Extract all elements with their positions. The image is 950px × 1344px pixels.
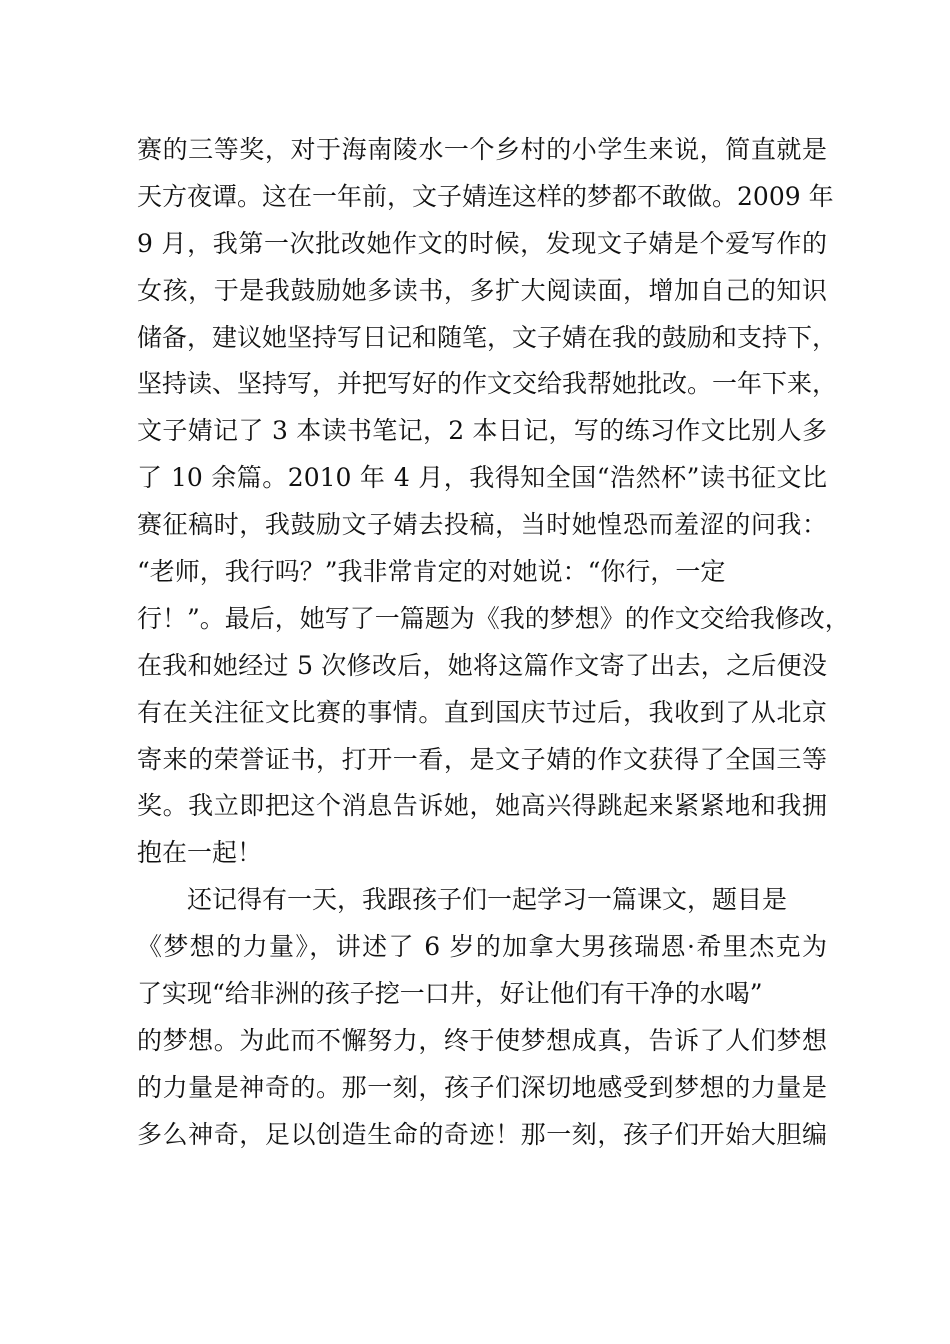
- text-line: 了实现“给非洲的孩子挖一口井，好让他们有干净的水喝”: [137, 979, 763, 1009]
- text-line: 多么神奇，足以创造生命的奇迹！那一刻，孩子们开始大胆编: [137, 1119, 827, 1149]
- text-line: 赛的三等奖，对于海南陵水一个乡村的小学生来说，简直就是: [137, 135, 827, 164]
- text-line: 的力量是神奇的。那一刻，孩子们深切地感受到梦想的力量是: [137, 1072, 827, 1102]
- text-line: 奖。我立即把这个消息告诉她，她高兴得跳起来紧紧地和我拥: [137, 791, 827, 821]
- text-line: 《梦想的力量》，讲述了 6 岁的加拿大男孩瑞恩·希里杰克为: [137, 932, 827, 962]
- text-line: 坚持读、坚持写，并把写好的作文交给我帮她批改。一年下来，: [137, 369, 838, 399]
- paragraph-start-line: 还记得有一天，我跟孩子们一起学习一篇课文，题目是: [187, 885, 788, 915]
- text-line: 抱在一起！: [137, 838, 263, 868]
- text-line: 天方夜谭。这在一年前，文子婧连这样的梦都不敢做。2009 年: [137, 181, 834, 211]
- text-line: “老师，我行吗？”我非常肯定的对她说：“你行，一定: [137, 557, 726, 587]
- text-line: 赛征稿时，我鼓励文子婧去投稿，当时她惶恐而羞涩的问我：: [137, 510, 827, 540]
- text-line: 女孩，于是我鼓励她多读书，多扩大阅读面，增加自己的知识: [137, 275, 827, 305]
- text-line: 行！”。最后，她写了一篇题为《我的梦想》的作文交给我修改，: [137, 603, 850, 633]
- body-text: [137, 127, 850, 1159]
- text-line: 了 10 余篇。2010 年 4 月，我得知全国“浩然杯”读书征文比: [137, 463, 827, 493]
- text-line: 文子婧记了 3 本读书笔记，2 本日记，写的练习作文比别人多: [137, 416, 827, 446]
- text-line: 寄来的荣誉证书，打开一看，是文子婧的作文获得了全国三等: [137, 744, 827, 774]
- text-line: 的梦想。为此而不懈努力，终于使梦想成真，告诉了人们梦想: [137, 1025, 827, 1055]
- text-line: 在我和她经过 5 次修改后，她将这篇作文寄了出去，之后便没: [137, 650, 827, 680]
- text-line: 储备，建议她坚持写日记和随笔，文子婧在我的鼓励和支持下，: [137, 322, 838, 352]
- text-line: 9 月，我第一次批改她作文的时候，发现文子婧是个爱写作的: [137, 228, 827, 258]
- text-line: 有在关注征文比赛的事情。直到国庆节过后，我收到了从北京: [137, 697, 827, 727]
